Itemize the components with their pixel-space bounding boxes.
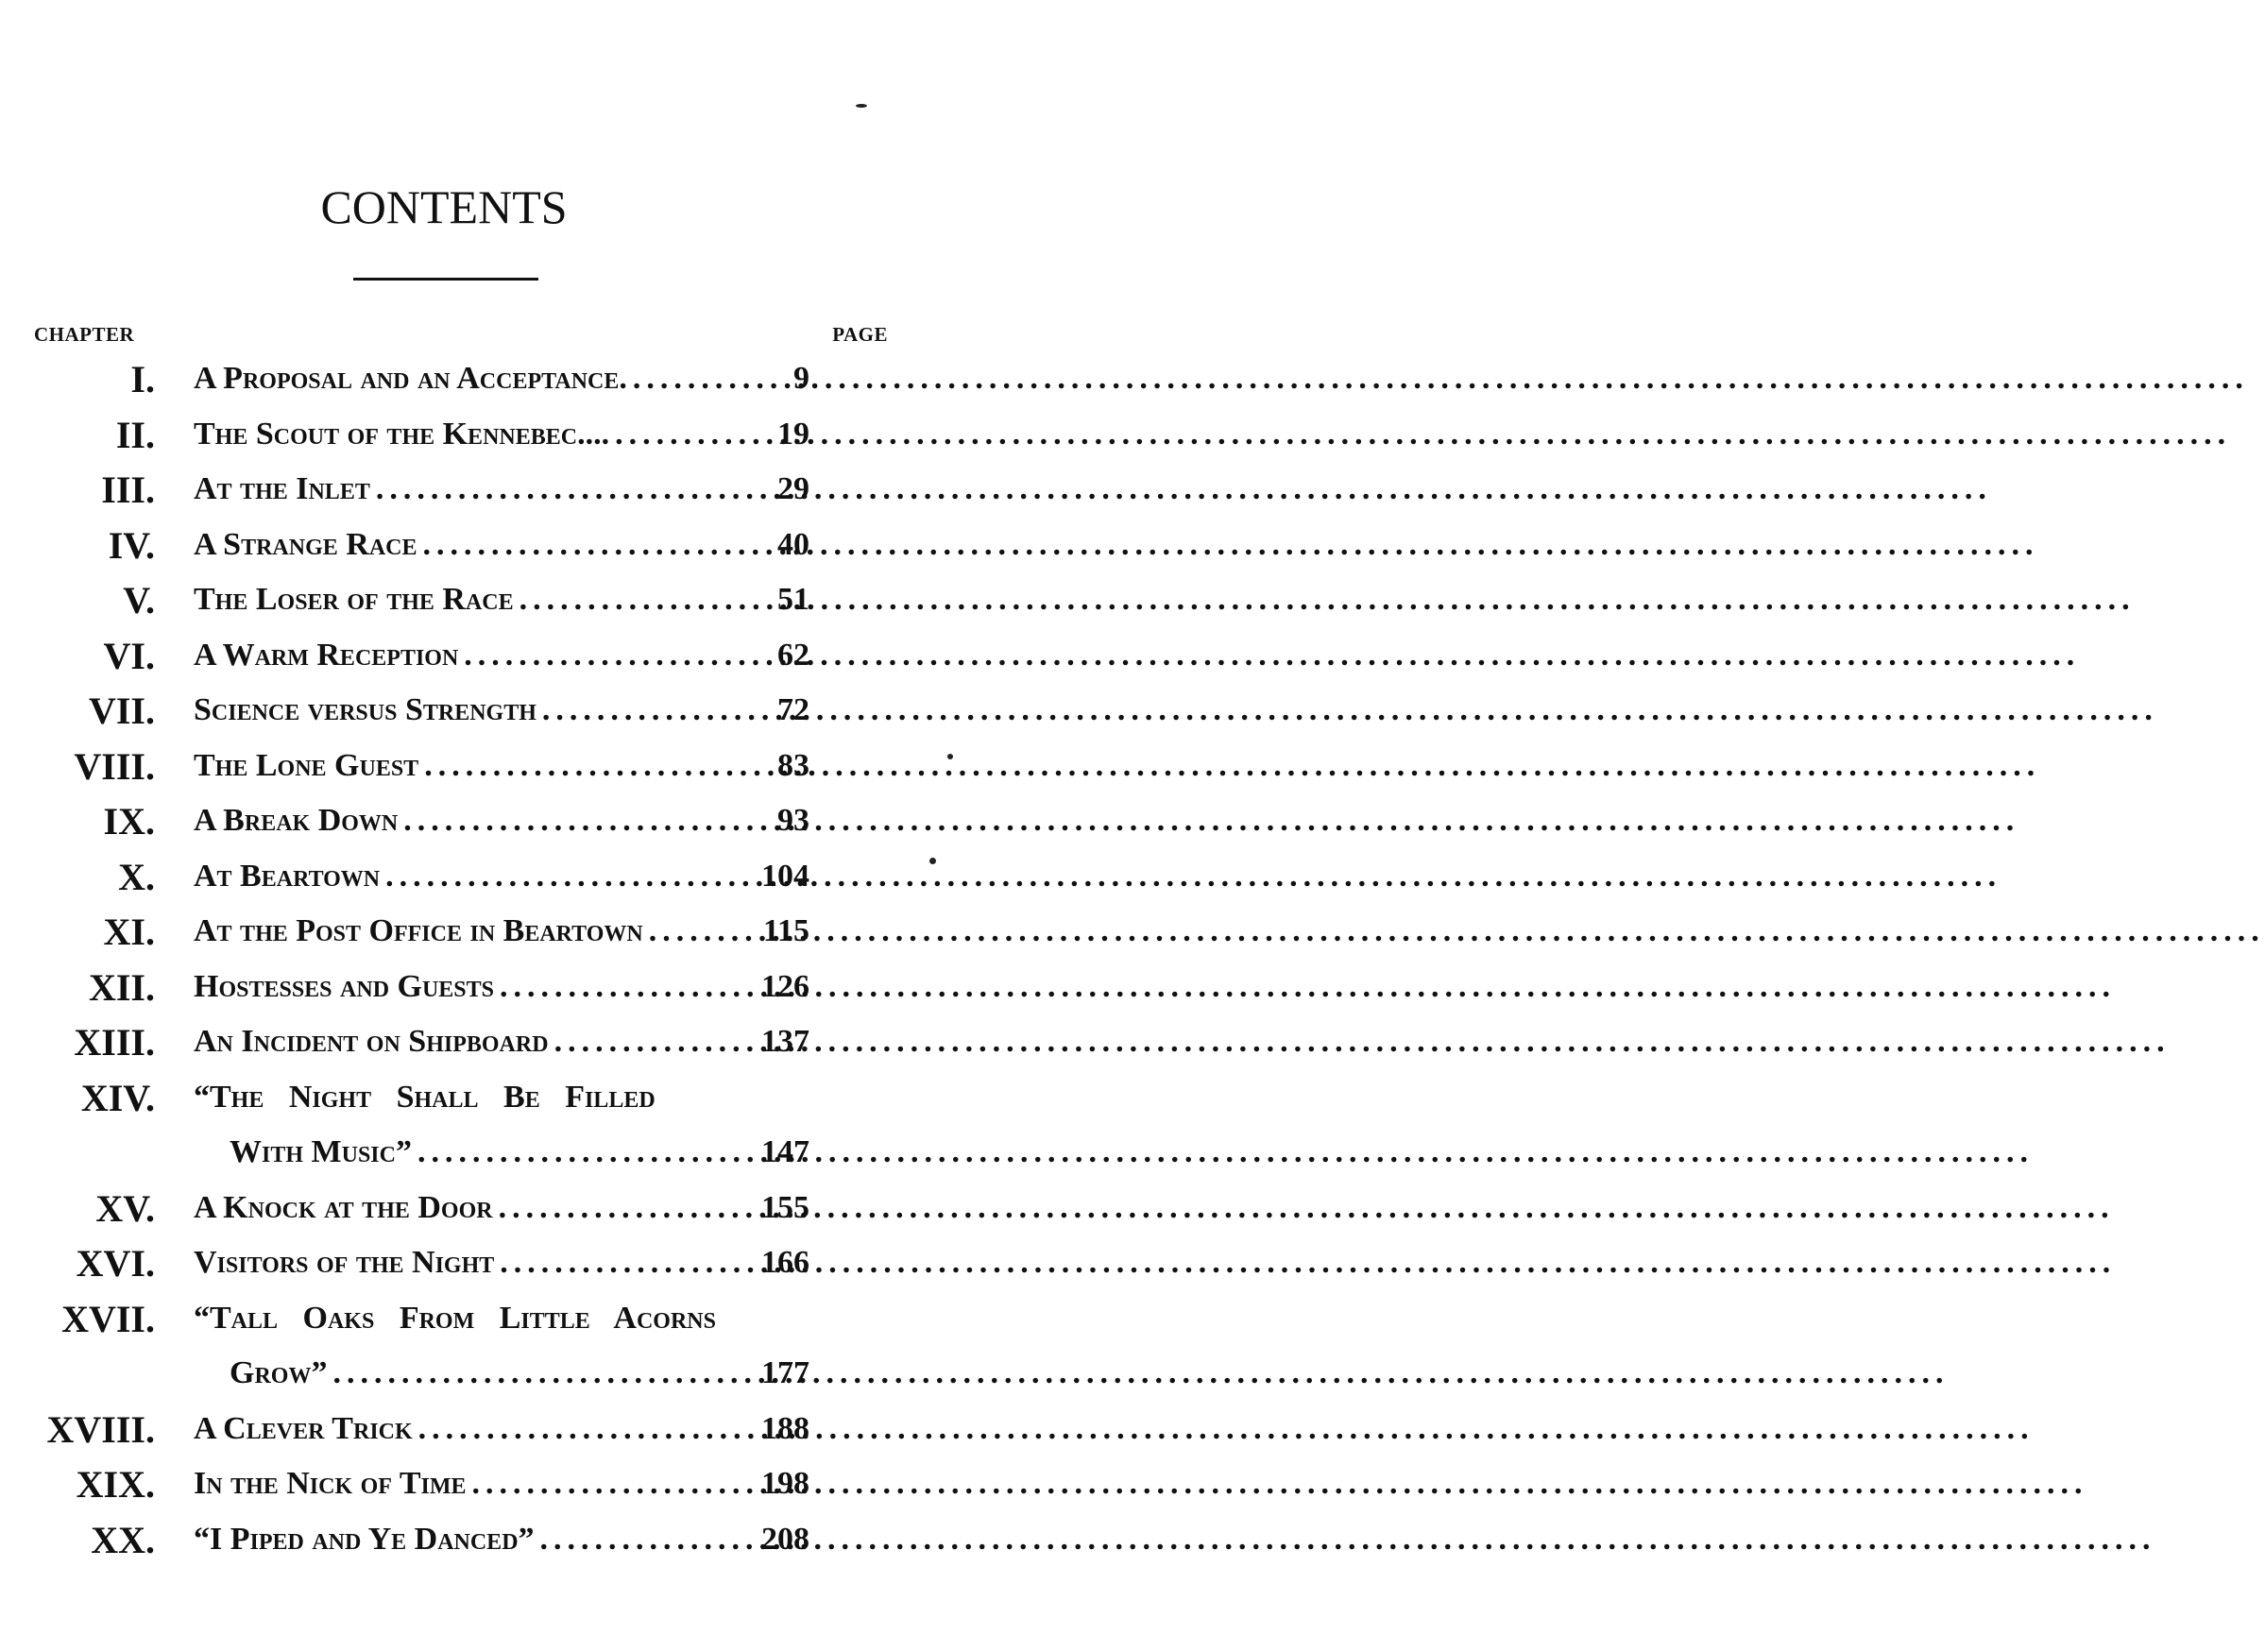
chapter-number: VI. (103, 634, 155, 677)
page-number: 155 (761, 1189, 809, 1225)
chapter-title-continued: Grow” (230, 1354, 328, 1390)
toc-entry (0, 849, 994, 905)
entry-line (194, 692, 809, 728)
chapter-title: At the Post Office in Beartown (194, 913, 643, 948)
chapter-number: VII. (88, 690, 155, 732)
entry-line (194, 1411, 809, 1447)
page-number: 166 (761, 1245, 809, 1280)
chapter-title: The Loser of the Race (194, 582, 514, 617)
chapter-title: A Clever Trick (194, 1410, 413, 1446)
toc-entry (0, 1070, 994, 1181)
leader-dots (514, 582, 738, 618)
chapter-title: A Break Down (194, 803, 399, 838)
chapter-title: A Warm Reception (194, 637, 459, 673)
entry-line (194, 748, 809, 784)
page-number: 137 (761, 1024, 809, 1059)
print-speck (856, 104, 867, 108)
page-number: 83 (777, 747, 809, 783)
entry-line (194, 859, 809, 894)
page-number: 208 (761, 1521, 809, 1557)
leader-dots (417, 527, 739, 563)
chapter-number: X. (118, 855, 155, 898)
chapter-title: Visitors of the Night (194, 1245, 495, 1280)
toc-entry (0, 1291, 994, 1402)
entry-line (194, 1190, 809, 1226)
leader-dots (609, 417, 738, 452)
chapter-number: IX. (103, 800, 155, 843)
page-number: 9 (793, 361, 809, 396)
toc-entry (0, 1456, 994, 1512)
table-of-contents (0, 351, 994, 1567)
leader-dots (494, 969, 738, 1005)
print-speck (929, 858, 936, 864)
toc-entry (0, 351, 994, 407)
toc-entry (0, 1014, 994, 1070)
leader-dots (458, 638, 738, 673)
leader-dots (370, 471, 738, 507)
page-number: 198 (761, 1466, 809, 1501)
chapter-title: Hostesses and Guests (194, 968, 495, 1004)
entry-line (194, 1245, 809, 1281)
toc-entry (0, 1235, 994, 1291)
chapter-number: XIV. (80, 1076, 155, 1119)
page-column-header: PAGE (832, 323, 888, 346)
chapter-title: Science versus Strength (194, 692, 536, 727)
page-number: 115 (762, 913, 809, 948)
chapter-title: An Incident on Shipboard (194, 1024, 549, 1059)
leader-dots (494, 1245, 738, 1281)
entry-line-continued (230, 1134, 809, 1170)
chapter-title-continued: With Music” (230, 1133, 412, 1169)
toc-entry (0, 683, 994, 739)
chapter-column-header: CHAPTER (34, 323, 135, 346)
page-number: 93 (777, 803, 809, 838)
leader-dots (398, 803, 738, 839)
entry-line (194, 803, 809, 839)
toc-entry (0, 462, 994, 518)
leader-dots (418, 748, 738, 784)
entry-line (194, 361, 809, 397)
chapter-number: III. (101, 468, 155, 511)
toc-entry (0, 628, 994, 684)
entry-line (194, 1080, 809, 1116)
toc-entry (0, 1512, 994, 1568)
page-number: 104 (761, 858, 809, 894)
entry-line (194, 527, 809, 563)
chapter-number: XVIII. (46, 1407, 155, 1451)
toc-entry (0, 572, 994, 628)
entry-line (194, 969, 809, 1005)
toc-entry (0, 793, 994, 849)
toc-entry (0, 739, 994, 794)
entry-line (194, 471, 809, 507)
toc-entry (0, 407, 994, 463)
chapter-number: XIX. (76, 1463, 155, 1506)
page-number: 147 (761, 1133, 809, 1169)
leader-dots (327, 1355, 738, 1391)
entry-line (194, 913, 809, 949)
chapter-number: VIII. (74, 744, 155, 788)
chapter-number: II. (115, 413, 155, 456)
toc-entry (0, 960, 994, 1015)
chapter-number: V. (123, 579, 155, 622)
leader-dots (627, 361, 738, 397)
toc-entry (0, 1181, 994, 1236)
entry-line (194, 1024, 809, 1060)
chapter-title: At the Inlet (194, 471, 370, 506)
chapter-title: “The Night Shall Be Filled (194, 1079, 656, 1115)
chapter-number: XI. (103, 911, 155, 953)
leader-dots (467, 1466, 738, 1502)
chapter-title: At Beartown (194, 858, 381, 894)
chapter-number: IV. (108, 523, 155, 567)
page-number: 62 (777, 637, 809, 673)
toc-entry (0, 904, 994, 960)
entry-line (194, 582, 809, 618)
chapter-number: XVII. (61, 1297, 155, 1340)
entry-line (194, 417, 809, 452)
entry-line-continued (230, 1355, 809, 1391)
leader-dots (413, 1411, 738, 1447)
leader-dots (493, 1190, 738, 1226)
chapter-title: The Scout of the Kennebec.... (194, 416, 610, 451)
page-number: 29 (777, 471, 809, 506)
page-number: 188 (761, 1410, 809, 1446)
chapter-title: “Tall Oaks From Little Acorns (194, 1300, 716, 1336)
leader-dots (535, 1522, 738, 1558)
title-rule (353, 278, 538, 281)
chapter-number: XVI. (76, 1242, 155, 1285)
page-number: 19 (777, 416, 809, 451)
chapter-title: A Knock at the Door (194, 1189, 493, 1225)
leader-dots (549, 1024, 738, 1060)
chapter-number: XV. (95, 1186, 155, 1230)
chapter-number: XII. (88, 965, 155, 1009)
print-speck (947, 754, 953, 759)
entry-line (194, 638, 809, 673)
chapter-number: XIII. (74, 1021, 155, 1064)
chapter-number: I. (130, 358, 155, 400)
page-number: 126 (761, 968, 809, 1004)
entry-line (194, 1522, 809, 1558)
toc-entry (0, 1402, 994, 1457)
page-number: 72 (777, 692, 809, 727)
toc-entry (0, 518, 994, 573)
chapter-title: In the Nick of Time (194, 1466, 467, 1501)
page-number: 40 (777, 526, 809, 562)
page-number: 177 (761, 1354, 809, 1390)
leader-dots (412, 1134, 738, 1170)
page-title: CONTENTS (320, 180, 568, 233)
leader-dots (380, 859, 738, 894)
entry-line (194, 1301, 809, 1337)
leader-dots (643, 913, 738, 949)
leader-dots (536, 692, 738, 728)
chapter-title: The Lone Guest (194, 747, 419, 783)
entry-line (194, 1466, 809, 1502)
chapter-number: XX. (91, 1518, 155, 1561)
chapter-title: A Strange Race (194, 526, 417, 562)
chapter-title: “I Piped and Ye Danced” (194, 1521, 535, 1557)
chapter-title: A Proposal and an Acceptance. (194, 361, 627, 396)
page-number: 51 (777, 582, 809, 617)
